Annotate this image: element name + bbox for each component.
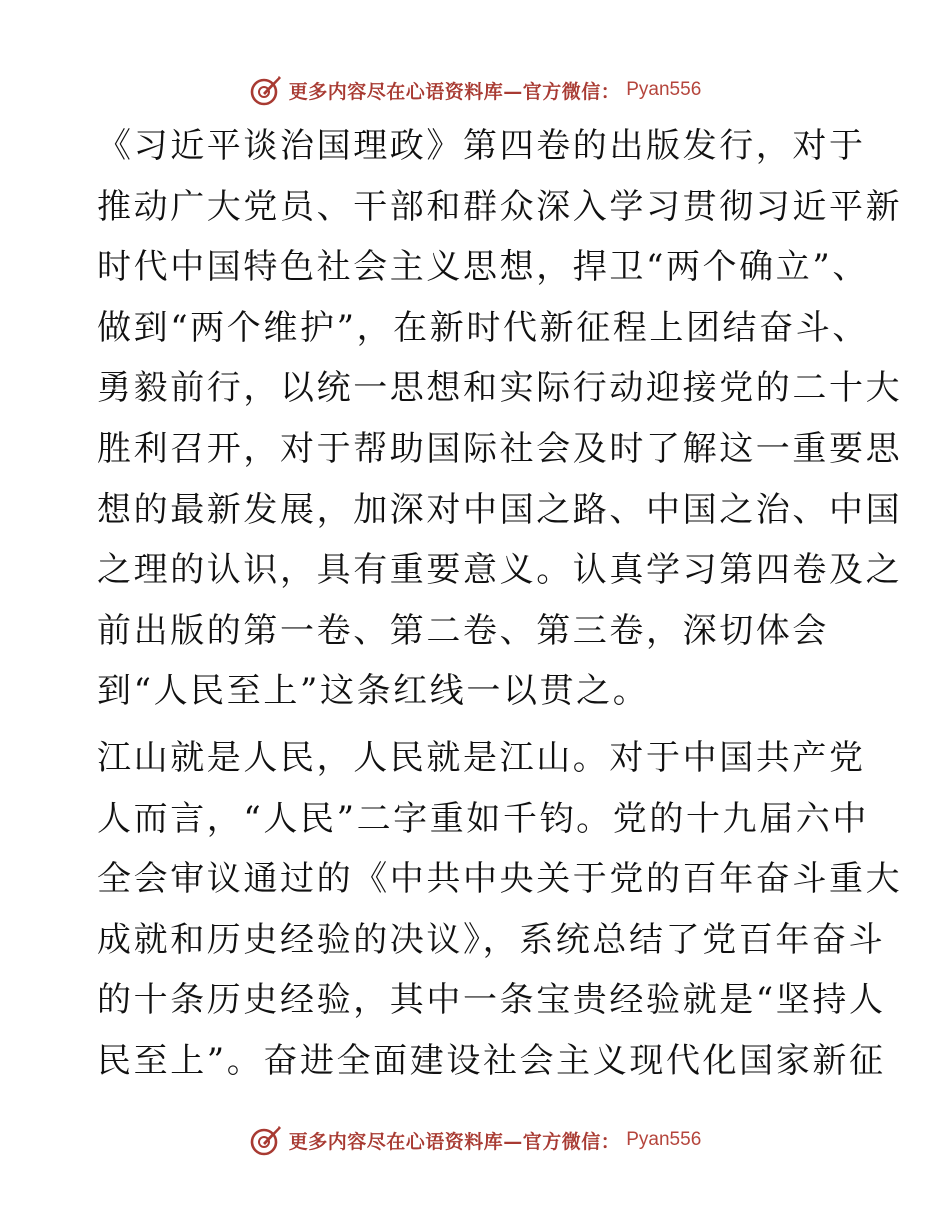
text-line: 勇毅前行，以统一思想和实际行动迎接党的二十大 xyxy=(97,368,903,409)
text-line: 《习近平谈治国理政》第四卷的出版发行，对于 xyxy=(97,126,866,166)
text-line: 之理的认识，具有重要意义。认真学习第四卷及之 xyxy=(97,550,903,591)
text-line: 全会审议通过的《中共中央关于党的百年奋斗重大 xyxy=(97,859,903,900)
quill-pen-logo-icon xyxy=(249,1123,283,1157)
text-line: 推动广大党员、干部和群众深入学习贯彻习近平新 xyxy=(97,186,903,227)
text-line: 时代中国特色社会主义思想，捍卫“两个确立”、 xyxy=(97,247,869,288)
text-line: 人而言，“人民”二字重如千钧。党的十九届六中 xyxy=(97,798,869,839)
paragraph-2 xyxy=(97,728,903,1092)
header-banner-text: 更多内容尽在心语资料库—官方微信： xyxy=(288,80,621,103)
footer-banner xyxy=(0,1120,950,1160)
text-line: 民至上”。奋进全面建设社会主义现代化国家新征 xyxy=(97,1040,886,1081)
quill-pen-logo-icon xyxy=(249,73,283,107)
text-line: 到“人民至上”这条红线一以贯之。 xyxy=(97,671,650,712)
paragraph-1 xyxy=(97,116,903,722)
text-line: 做到“两个维护”，在新时代新征程上团结奋斗、 xyxy=(97,307,869,348)
text-line: 前出版的第一卷、第二卷、第三卷，深切体会 xyxy=(97,610,829,651)
text-line: 想的最新发展，加深对中国之路、中国之治、中国 xyxy=(97,489,903,530)
footer-banner-text: 更多内容尽在心语资料库—官方微信： xyxy=(288,1130,621,1153)
header-banner xyxy=(0,70,950,110)
footer-wechat-handle: Pyan556 xyxy=(626,1129,702,1150)
document-body xyxy=(97,116,903,1092)
text-line: 的十条历史经验，其中一条宝贵经验就是“坚持人 xyxy=(97,980,886,1021)
text-line: 成就和历史经验的决议》，系统总结了党百年奋斗 xyxy=(97,919,886,960)
text-line: 胜利召开，对于帮助国际社会及时了解这一重要思 xyxy=(97,428,903,469)
text-line: 江山就是人民，人民就是江山。对于中国共产党 xyxy=(97,737,866,778)
header-wechat-handle: Pyan556 xyxy=(626,79,702,100)
